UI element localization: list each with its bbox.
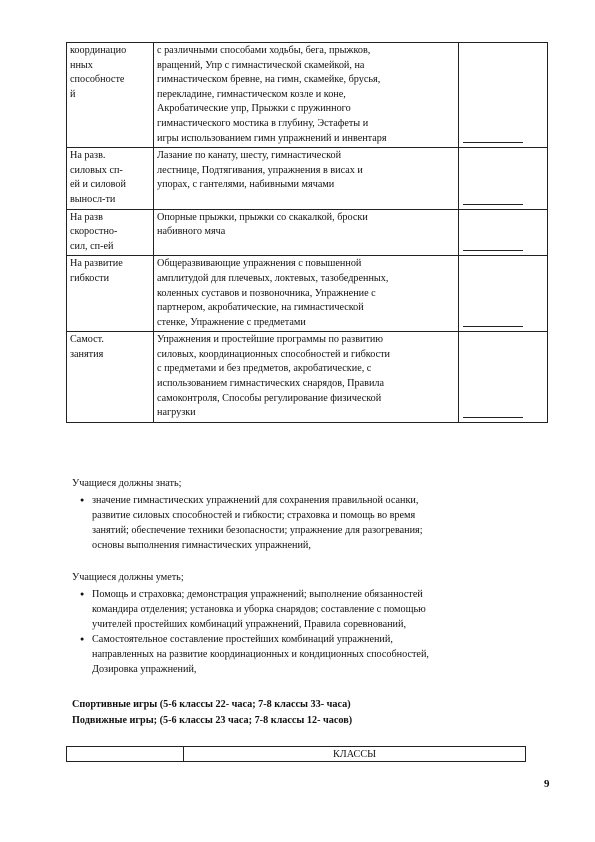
topic-line: сил, сп-ей: [70, 240, 114, 252]
list-item: [72, 632, 532, 677]
topic-line: координацио: [70, 45, 127, 56]
know-heading: Учащиеся должны знать;: [72, 478, 182, 489]
blank-cell: [459, 209, 548, 256]
blank-line: [463, 326, 523, 327]
content-line: набивного мяча: [157, 226, 226, 238]
topic-line: ей и силовой: [70, 179, 126, 191]
content-cell: [154, 332, 459, 423]
mobile-games-line: Подвижные игры; (5-6 классы 23 часа; 7-8 классы 12- часов): [72, 715, 353, 726]
content-cell: [154, 256, 459, 332]
topic-line: На разв.: [70, 150, 106, 162]
content-line: Общеразвивающие упражнения с повышенной: [157, 258, 362, 270]
content-line: Упражнения и простейшие программы по развитию: [157, 334, 383, 346]
topic-line: й: [70, 88, 76, 100]
topic-cell: [67, 332, 154, 423]
content-line: вращений, Упр с гимнастической скамейкой, на: [157, 59, 365, 71]
list-item-line: занятий; обеспечение техники безопасности; упражнение для разогревания;: [92, 525, 423, 536]
blank-cell: [459, 43, 548, 148]
content-line: лестнице, Подтягивания, упражнения в висах и: [157, 164, 363, 176]
list-item-line: ● Помощь и страховка; демонстрация упражнений; выполнение обязанностей: [92, 589, 423, 600]
content-line: нагрузки: [157, 407, 196, 419]
can-section: [72, 570, 532, 677]
can-list: [72, 587, 532, 677]
exercise-table: [66, 42, 548, 423]
page-number: 9: [544, 778, 550, 790]
topic-line: На развитие: [70, 258, 123, 270]
list-item-line: направленных на развитие координационных и кондиционных способностей,: [92, 649, 429, 660]
list-item-line: развитие силовых способностей и гибкости; страховка и помощь во время: [92, 510, 416, 521]
topic-cell: [67, 148, 154, 209]
topic-line: гибкости: [70, 272, 110, 284]
list-item-line: ● значение гимнастических упражнений для сохранения правильной осанки,: [92, 495, 419, 506]
list-item-line: основы выполнения гимнастических упражнений,: [92, 540, 311, 551]
blank-cell: [459, 332, 548, 423]
content-line: амплитудой для плечевых, локтевых, тазобедренных,: [157, 272, 389, 284]
content-line: самоконтроля, Способы регулирование физической: [157, 392, 382, 404]
content-cell: [154, 209, 459, 256]
topic-line: скоростно-: [70, 226, 118, 238]
content-line: партнером, акробатические, на гимнастической: [157, 302, 364, 314]
topic-cell: [67, 43, 154, 148]
content-line: Опорные прыжки, прыжки со скакалкой, броски: [157, 211, 368, 223]
topic-line: занятия: [70, 348, 104, 360]
topic-line: На разв: [70, 211, 103, 223]
table-row: [67, 43, 548, 148]
content-line: Лазание по канату, шесту, гимнастической: [157, 150, 342, 162]
table-row: [67, 148, 548, 209]
table-row: [67, 209, 548, 256]
list-item-line: ● Самостоятельное составление простейших комбинаций упражнений,: [92, 634, 393, 645]
list-item-line: Дозировка упражнений,: [92, 664, 197, 675]
blank-line: [463, 250, 523, 251]
list-item: [72, 493, 532, 553]
content-line: упорах, с гантелями, набивными мячами: [157, 179, 335, 191]
content-line: перекладине, гимнастическом козле и коне,: [157, 88, 346, 100]
know-list: [72, 493, 532, 553]
topic-line: способносте: [70, 74, 125, 86]
list-item-line: командира отделения; установка и уборка снарядов; составление с помощью: [92, 604, 426, 615]
blank-line: [463, 142, 523, 143]
classes-empty-cell: [67, 747, 184, 762]
topic-line: выносл-ти: [70, 193, 116, 205]
can-heading: Учащиеся должны уметь;: [72, 572, 184, 583]
content-line: с различными способами ходьбы, бега, прыжков,: [157, 45, 371, 56]
sport-games-line: Спортивные игры (5-6 классы 22- часа; 7-8 классы 33- часа): [72, 699, 351, 710]
content-cell: [154, 148, 459, 209]
topic-cell: [67, 256, 154, 332]
table-row: [67, 332, 548, 423]
blank-line: [463, 417, 523, 418]
content-cell: [154, 43, 459, 148]
topic-line: нных: [70, 59, 93, 71]
content-line: игры использованием гимн упражнений и инвентаря: [157, 132, 387, 144]
content-line: стенке, Упражнение с предметами: [157, 316, 306, 328]
topic-cell: [67, 209, 154, 256]
know-section: [72, 476, 532, 553]
content-line: гимнастическом бревне, на гимн, скамейке, брусья,: [157, 74, 381, 86]
topic-line: Самост.: [70, 334, 104, 346]
classes-table: [66, 746, 526, 762]
content-line: Акробатические упр, Прыжки с пружинного: [157, 103, 351, 115]
topic-line: силовых сп-: [70, 164, 123, 176]
content-line: коленных суставов и позвоночника, Упражнение с: [157, 287, 376, 299]
list-item: [72, 587, 532, 632]
blank-cell: [459, 148, 548, 209]
content-line: гимнастического мостика в глубину, Эстафеты и: [157, 117, 369, 129]
blank-cell: [459, 256, 548, 332]
classes-header-cell: КЛАССЫ: [184, 747, 526, 762]
content-line: силовых, координационных способностей и гибкости: [157, 348, 390, 360]
list-item-line: учителей простейших комбинаций упражнений, Правила соревнований,: [92, 619, 407, 630]
content-line: использованием гимнастических снарядов, Правила: [157, 378, 385, 390]
blank-line: [463, 204, 523, 205]
table-row: [67, 256, 548, 332]
content-line: с предметами и без предметов, акробатические, с: [157, 363, 372, 375]
